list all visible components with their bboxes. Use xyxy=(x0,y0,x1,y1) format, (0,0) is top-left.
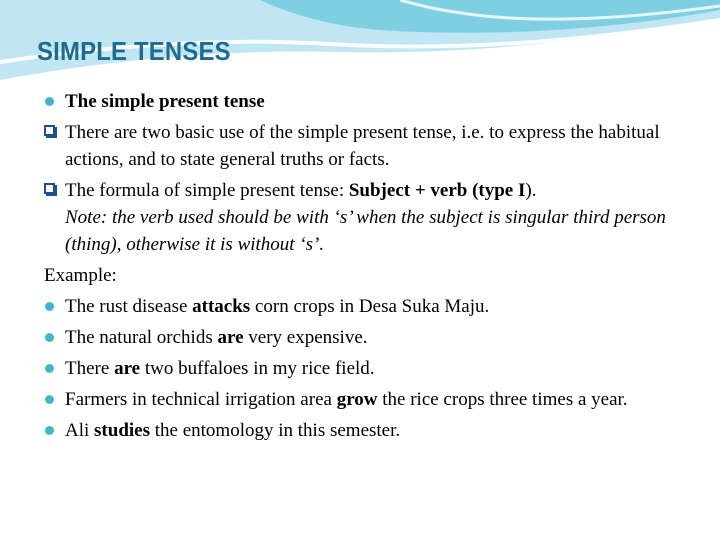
bullet-item xyxy=(44,386,694,413)
bullet-item xyxy=(44,355,694,382)
example-label xyxy=(44,262,694,289)
bold-text: The simple present tense xyxy=(65,91,265,112)
note-text: Note: the verb used should be with ‘s’ when the subject is singular third person (thing), otherwise it is without ‘s’. xyxy=(65,207,666,255)
text: ). xyxy=(525,180,537,201)
bold-text: attacks xyxy=(192,296,251,317)
text: There are two basic use of the simple present tense, i.e. to express the habitual actions, and to state general truths or facts. xyxy=(65,122,660,170)
bullet-item xyxy=(44,324,694,351)
bold-text: Subject + verb (type I xyxy=(348,180,526,201)
slide-title: SIMPLE TENSES xyxy=(37,36,231,66)
text: The formula of simple present tense: xyxy=(65,180,349,201)
text: Ali xyxy=(65,420,95,441)
text: two buffaloes in my rice field. xyxy=(140,358,375,379)
circle-bullet-icon xyxy=(45,302,54,311)
circle-bullet-icon xyxy=(45,364,54,373)
square-bullet-icon xyxy=(44,183,55,194)
text: very expensive. xyxy=(243,327,368,348)
bullet-item xyxy=(44,417,694,444)
circle-bullet-icon xyxy=(45,97,54,106)
text: Example: xyxy=(44,265,117,286)
slide-body xyxy=(44,88,694,448)
text: There xyxy=(65,358,115,379)
bullet-item xyxy=(44,177,694,258)
circle-bullet-icon xyxy=(45,426,54,435)
text: corn crops in Desa Suka Maju. xyxy=(250,296,490,317)
bold-text: are xyxy=(114,358,141,379)
text: Farmers in technical irrigation area xyxy=(65,389,337,410)
bold-text: studies xyxy=(94,420,150,441)
circle-bullet-icon xyxy=(45,395,54,404)
text: the entomology in this semester. xyxy=(150,420,401,441)
text: The natural orchids xyxy=(65,327,218,348)
square-bullet-icon xyxy=(44,125,55,136)
text: The rust disease xyxy=(65,296,193,317)
bullet-item xyxy=(44,119,694,173)
bold-text: grow xyxy=(336,389,378,410)
bold-text: are xyxy=(217,327,244,348)
circle-bullet-icon xyxy=(45,333,54,342)
bullet-item xyxy=(44,88,694,115)
text: the rice crops three times a year. xyxy=(377,389,628,410)
bullet-item xyxy=(44,293,694,320)
